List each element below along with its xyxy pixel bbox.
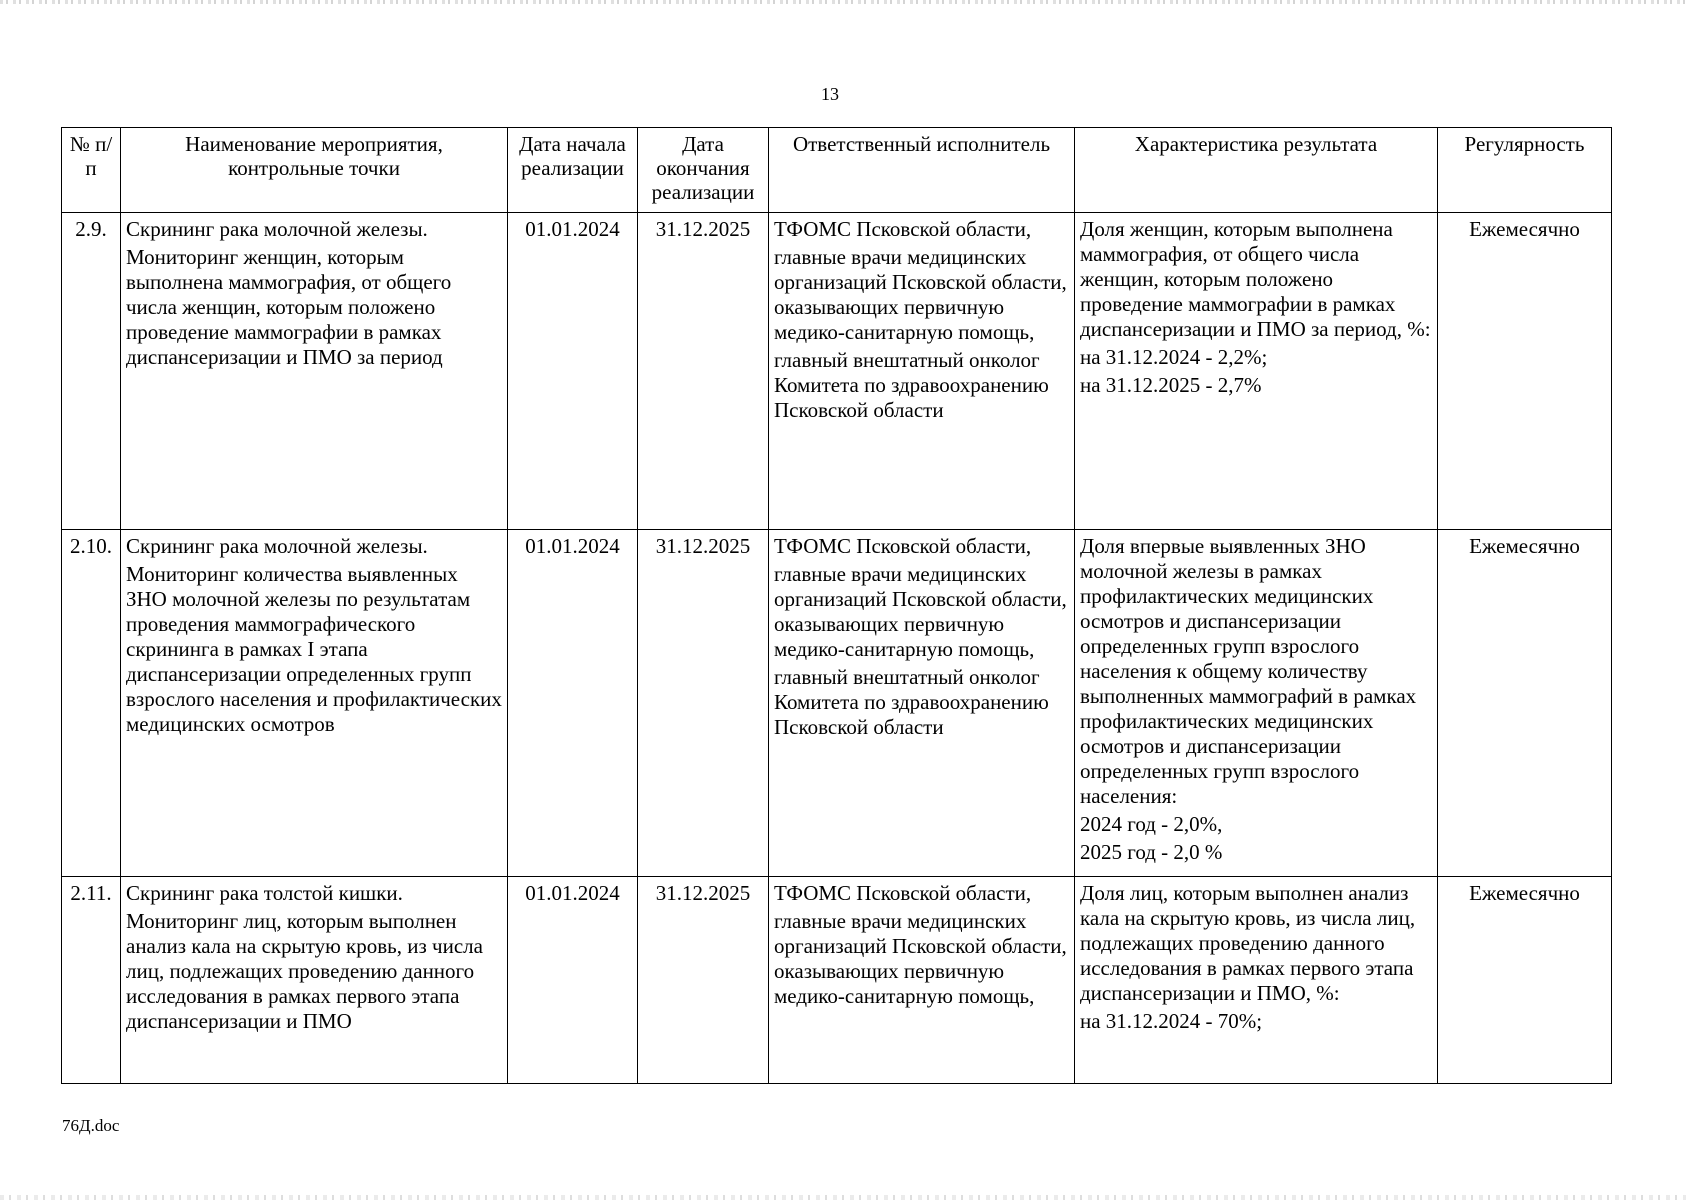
result-description: Доля лиц, которым выполнен анализ кала на скрытую кровь, из числа лиц, подлежащих проведению данного исследования в рамках первого этапа диспансеризации и ПМО, %: [1080, 881, 1416, 1005]
footer-filename: 76Д.doc [62, 1116, 120, 1135]
responsible-item: главный внештатный онколог Комитета по здравоохранению Псковской области [774, 665, 1049, 739]
table-row [62, 530, 1612, 877]
end-date-cell: 31.12.2025 [638, 530, 769, 877]
start-date-cell: 01.01.2024 [508, 877, 638, 1084]
start-date-cell: 01.01.2024 [508, 213, 638, 530]
result-target: 2025 год - 2,0 % [1080, 840, 1223, 864]
regularity-cell: Ежемесячно [1438, 530, 1612, 877]
responsible-item: ТФОМС Псковской области, [774, 217, 1032, 241]
result-description: Доля женщин, которым выполнена маммография, от общего числа женщин, которым положено проведение маммографии в рамках диспансеризации и ПМО за период, %: [1080, 217, 1431, 341]
result-cell [1075, 530, 1438, 877]
responsible-item: главный внештатный онколог Комитета по здравоохранению Псковской области [774, 348, 1049, 422]
header-number: № п/п [62, 128, 121, 213]
row-number: 2.9. [62, 213, 121, 530]
responsible-cell [769, 213, 1075, 530]
result-target: 2024 год - 2,0%, [1080, 812, 1223, 836]
measures-table [61, 127, 1612, 1084]
header-end-date: Дата окончания реализации [638, 128, 769, 213]
regularity-cell: Ежемесячно [1438, 213, 1612, 530]
row-number: 2.11. [62, 877, 121, 1084]
responsible-item: главные врачи медицинских организаций Псковской области, оказывающих первичную медико-санитарную помощь, [774, 562, 1067, 661]
responsible-item: ТФОМС Псковской области, [774, 534, 1032, 558]
table-header-row [62, 128, 1612, 213]
result-target: на 31.12.2024 - 70%; [1080, 1009, 1263, 1033]
result-target: на 31.12.2025 - 2,7% [1080, 373, 1262, 397]
activity-description: Мониторинг лиц, которым выполнен анализ кала на скрытую кровь, из числа лиц, подлежащих проведению данного исследования в рамках первого этапа диспансеризации и ПМО [126, 909, 483, 1033]
scan-edge-bottom [0, 1195, 1686, 1200]
result-cell [1075, 877, 1438, 1084]
activity-title: Скрининг рака молочной железы. [126, 217, 428, 241]
responsible-item: главные врачи медицинских организаций Псковской области, оказывающих первичную медико-санитарную помощь, [774, 909, 1067, 1008]
responsible-cell [769, 530, 1075, 877]
activity-description: Мониторинг женщин, которым выполнена маммография, от общего числа женщин, которым положено проведение маммографии в рамках диспансеризации и ПМО за период [126, 245, 452, 369]
scan-edge-top [0, 0, 1686, 4]
activity-cell [121, 877, 508, 1084]
result-cell [1075, 213, 1438, 530]
end-date-cell: 31.12.2025 [638, 213, 769, 530]
header-regularity: Регулярность [1438, 128, 1612, 213]
responsible-item: главные врачи медицинских организаций Псковской области, оказывающих первичную медико-санитарную помощь, [774, 245, 1067, 344]
result-description: Доля впервые выявленных ЗНО молочной железы в рамках профилактических медицинских осмотров и диспансеризации определенных групп взрослого населения к общему количеству выполненных маммографий в рамках профилактических медицинских осмотров и диспансеризации определенных групп взрослого населения: [1080, 534, 1417, 808]
activity-description: Мониторинг количества выявленных ЗНО молочной железы по результатам проведения маммографического скрининга в рамках I этапа диспансеризации определенных групп взрослого населения и профилактических медицинских осмотров [126, 562, 502, 736]
start-date-cell: 01.01.2024 [508, 530, 638, 877]
activity-title: Скрининг рака толстой кишки. [126, 881, 403, 905]
result-target: на 31.12.2024 - 2,2%; [1080, 345, 1268, 369]
activity-cell [121, 213, 508, 530]
header-activity: Наименование мероприятия, контрольные точки [121, 128, 508, 213]
activity-cell [121, 530, 508, 877]
page-number: 13 [821, 84, 839, 104]
responsible-cell [769, 877, 1075, 1084]
header-responsible: Ответственный исполнитель [769, 128, 1075, 213]
regularity-cell: Ежемесячно [1438, 877, 1612, 1084]
activity-title: Скрининг рака молочной железы. [126, 534, 428, 558]
row-number: 2.10. [62, 530, 121, 877]
responsible-item: ТФОМС Псковской области, [774, 881, 1032, 905]
header-result: Характеристика результата [1075, 128, 1438, 213]
end-date-cell: 31.12.2025 [638, 877, 769, 1084]
header-start-date: Дата начала реализации [508, 128, 638, 213]
table-row [62, 877, 1612, 1084]
table-row [62, 213, 1612, 530]
